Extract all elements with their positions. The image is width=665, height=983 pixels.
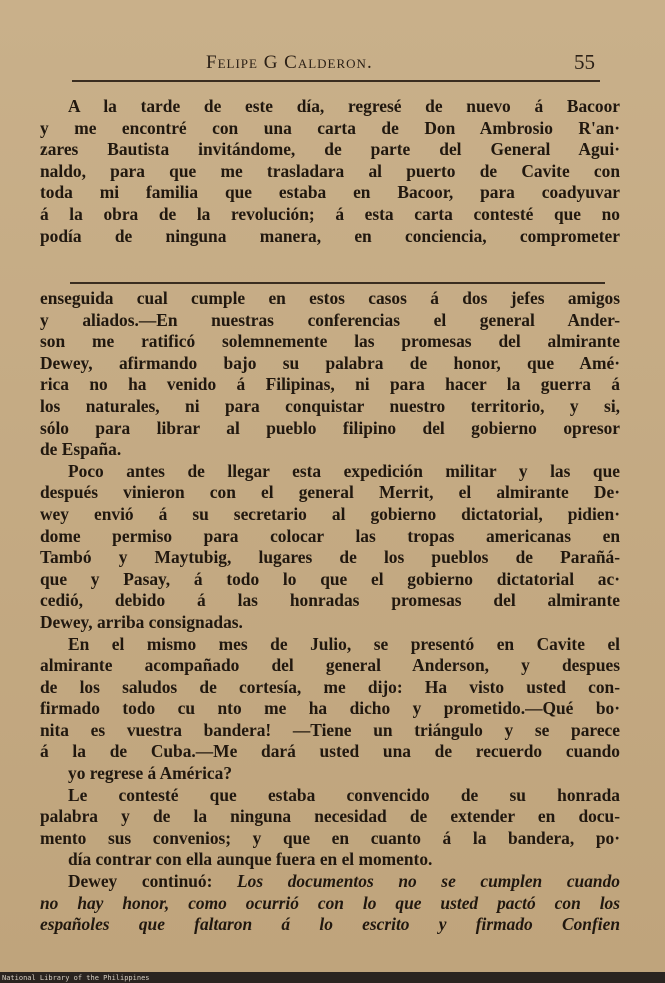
text-line: Dewey, afirmando bajo su palabra de honor, que Amé· (40, 352, 620, 373)
text-line: no hay honor, como ocurrió con lo que usted pactó con los (40, 892, 620, 913)
header-rule (72, 80, 600, 82)
running-header (70, 52, 605, 80)
text-line: día contrar con ella aunque fuera en el momento. (68, 849, 433, 870)
paragraph-block-2 (40, 288, 620, 936)
text-line: Dewey continuó: Los documentos no se cumplen cuando (68, 871, 620, 892)
text-line: después vinieron con el general Merrit, el almirante De· (40, 482, 620, 503)
page-number: 55 (574, 50, 595, 74)
text-line: Le contesté que estaba convencido de su honrada (68, 784, 620, 805)
text-line: nita es vuestra bandera! —Tiene un triángulo y se parece (40, 719, 620, 740)
text-line: Tambó y Maytubig, lugares de los pueblos de Parañá- (40, 547, 620, 568)
text-line: enseguida cual cumple en estos casos á dos jefes amigos (40, 288, 620, 308)
text-line: En el mismo mes de Julio, se presentó en Cavite el (68, 633, 620, 654)
text-line: palabra y de la ninguna necesidad de extender en docu- (40, 806, 620, 827)
text-line: á la de Cuba.—Me dará usted una de recuerdo cuando (40, 741, 620, 762)
footer-credit: National Library of the Philippines (2, 974, 150, 982)
text-line: y me encontré con una carta de Don Ambrosio R'an· (40, 117, 620, 138)
text-line: firmado todo cu nto me ha dicho y prometido.—Qué bo· (40, 698, 620, 719)
text-line: A la tarde de este día, regresé de nuevo á Bacoor (68, 96, 620, 116)
text-line: sólo para librar al pueblo filipino del gobierno opresor (40, 417, 620, 438)
text-line: los naturales, ni para conquistar nuestro territorio, y si, (40, 395, 620, 416)
text-line: y aliados.—En nuestras conferencias el general Ander- (40, 309, 620, 330)
text-line: wey envió á su secretario al gobierno dictatorial, pidien· (40, 503, 620, 524)
text-line: rica no ha venido á Filipinas, ni para hacer la guerra á (40, 374, 620, 395)
text-line: toda mi familia que estaba en Bacoor, para coadyuvar (40, 182, 620, 203)
paragraph-block-1 (40, 96, 620, 247)
text-line: Poco antes de llegar esta expedición militar y las que (68, 460, 620, 481)
text-line: podía de ninguna manera, en conciencia, comprometer (40, 225, 620, 246)
section-rule (70, 282, 605, 284)
text-line: son me ratificó solemnemente las promesas del almirante (40, 331, 620, 352)
text-line: cedió, debido á las honradas promesas del almirante (40, 590, 620, 611)
text-line: Dewey, arriba consignadas. (40, 611, 243, 632)
text-line: dome permiso para colocar las tropas americanas en (40, 525, 620, 546)
text-line: de los saludos de cortesía, me dijo: Ha visto usted con- (40, 676, 620, 697)
text-line: á la obra de la revolución; á esta carta contesté que no (40, 203, 620, 224)
header-title: Felipe G Calderon. (206, 52, 373, 73)
text-line: mento sus convenios; y que en cuanto á la bandera, po· (40, 827, 620, 848)
text-line: almirante acompañado del general Anderson, y despues (40, 655, 620, 676)
text-line: zares Bautista invitándome, de parte del General Agui· (40, 139, 620, 160)
text-line: que y Pasay, á todo lo que el gobierno dictatorial ac· (40, 568, 620, 589)
text-line: yo regrese á América? (68, 763, 233, 784)
text-line: españoles que faltaron á lo escrito y firmado Confien (40, 914, 620, 935)
text-line: de España. (40, 439, 122, 460)
text-line: naldo, para que me trasladara al puerto de Cavite con (40, 160, 620, 181)
